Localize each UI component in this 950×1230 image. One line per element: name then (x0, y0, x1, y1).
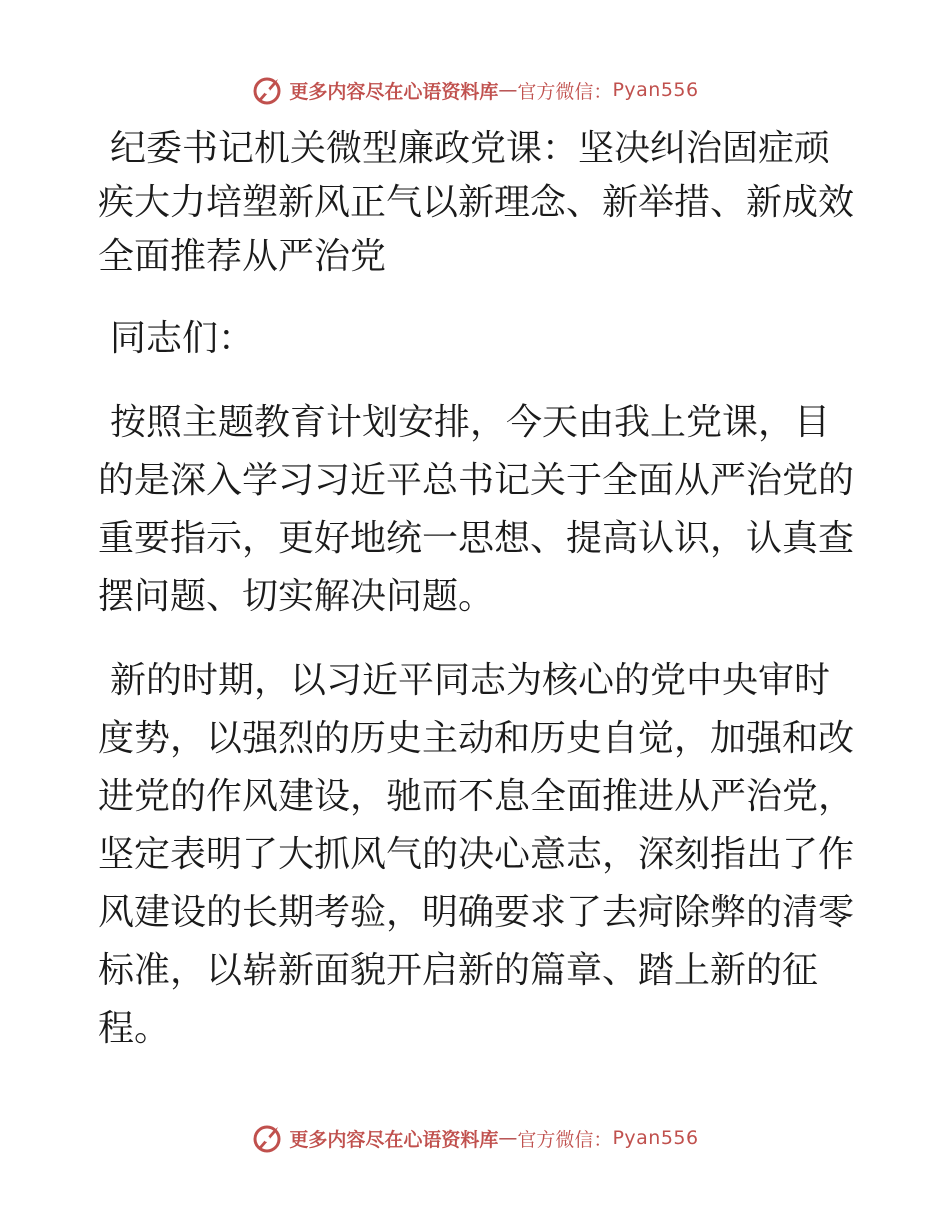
banner-wechat-label: 官方微信： (517, 1128, 613, 1151)
document-title: 纪委书记机关微型廉政党课：坚决纠治固症顽疾大力培塑新风正气以新理念、新举措、新成效全面推荐从严治党 (98, 128, 855, 277)
banner-dash: — (498, 79, 518, 101)
banner-wechat-account: Pyan556 (612, 1127, 699, 1149)
pen-circle-logo-icon (251, 73, 285, 107)
salutation: 同志们： (110, 318, 255, 359)
document-body (98, 122, 858, 1058)
header-banner (0, 70, 950, 110)
banner-brand-text: 更多内容尽在心语资料库 (289, 80, 499, 103)
banner-wechat-label: 官方微信： (517, 80, 613, 103)
banner-dash: — (498, 1127, 518, 1149)
paragraph-2: 新的时期，以习近平同志为核心的党中央审时度势，以强烈的历史主动和历史自觉，加强和改进党的作风建设，驰而不息全面推进从严治党，坚定表明了大抓风气的决心意志，深刻指出了作风建设的长期考验，明确要求了去疴除弊的清零标准，以崭新面貌开启新的篇章、踏上新的征程。 (98, 660, 855, 1049)
paragraph-1: 按照主题教育计划安排，今天由我上党课，目的是深入学习习近平总书记关于全面从严治党的重要指示，更好地统一思想、提高认识，认真查摆问题、切实解决问题。 (98, 402, 855, 617)
banner-brand-text: 更多内容尽在心语资料库 (289, 1128, 499, 1151)
banner-wechat-account: Pyan556 (612, 79, 699, 101)
pen-circle-logo-icon (251, 1121, 285, 1155)
footer-banner (0, 1118, 950, 1158)
